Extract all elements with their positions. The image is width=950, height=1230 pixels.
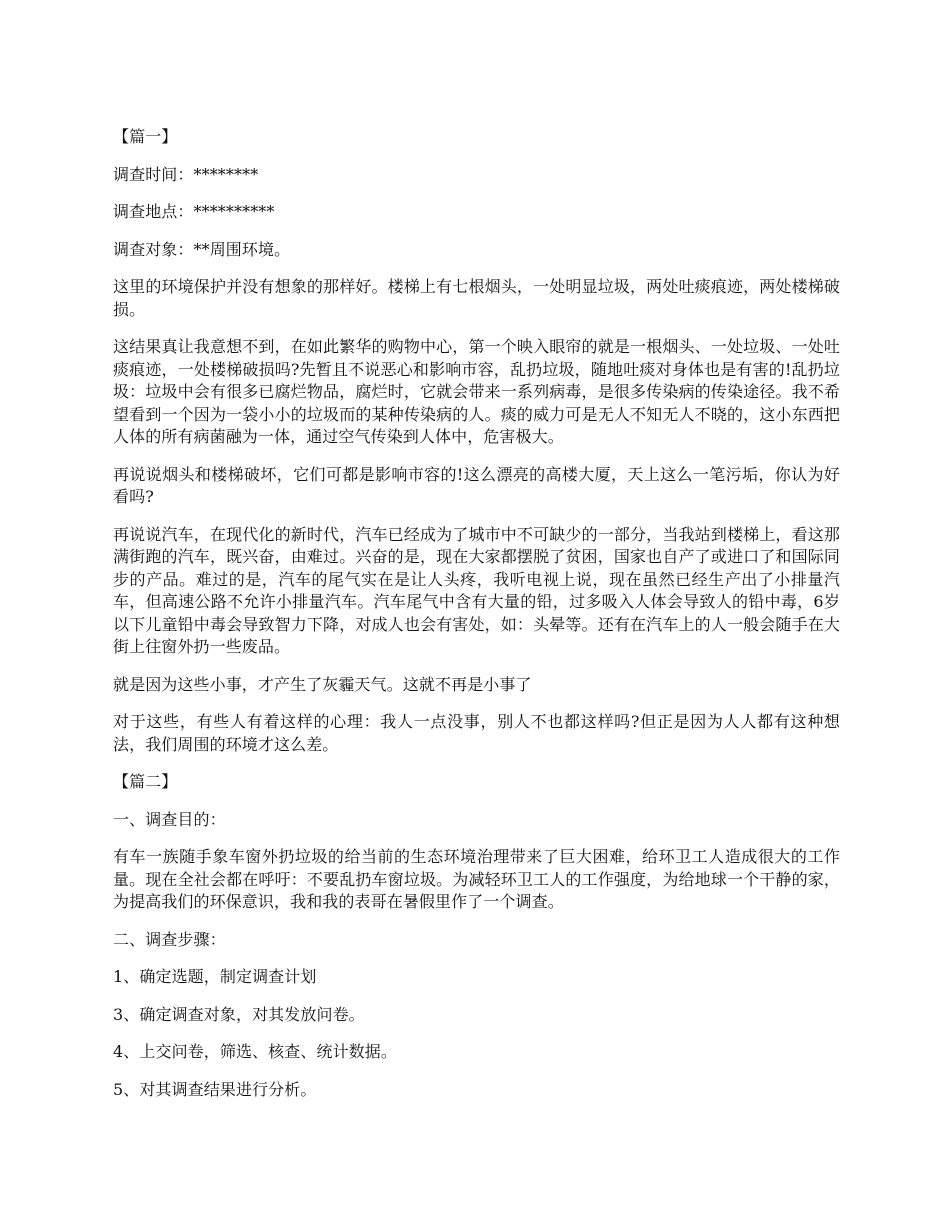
body-paragraph: 就是因为这些小事，才产生了灰霾天气。这就不再是小事了 <box>113 674 532 694</box>
document-page <box>113 126 840 1116</box>
list-item: 4、上交问卷，筛选、核查、统计数据。 <box>113 1042 397 1061</box>
subheading-purpose: 一、调查目的： <box>113 809 226 829</box>
body-paragraph: 这里的环境保护并没有想象的那样好。楼梯上有七根烟头，一处明显垃圾，两处吐痰痕迹，两处楼梯破损。 <box>113 277 840 319</box>
survey-location: 调查地点：********** <box>113 202 275 221</box>
body-paragraph: 再说说烟头和楼梯破坏，它们可都是影响市容的!这么漂亮的高楼大厦，天上这么一笔污垢，你认为好看吗? <box>113 464 840 506</box>
survey-time: 调查时间：******** <box>113 164 259 184</box>
section-heading-1: 【篇一】 <box>113 127 178 146</box>
body-paragraph: 有车一族随手象车窗外扔垃圾的给当前的生态环境治理带来了巨大困难，给环卫工人造成很大的工作量。现在全社会都在呼吁：不要乱扔车窗垃圾。为减轻环卫工人的工作强度，为给地球一个干静的家，为提高我们的环保意识，我和我的表哥在暑假里作了一个调查。 <box>113 847 840 911</box>
subheading-steps: 二、调查步骤： <box>113 929 226 949</box>
survey-subject: 调查对象：**周围环境。 <box>113 239 291 259</box>
body-paragraph: 对于这些，有些人有着这样的心理：我人一点没事，别人不也都这样吗?但正是因为人人都有这种想法，我们周围的环境才这么差。 <box>113 712 840 754</box>
list-item: 5、对其调查结果进行分析。 <box>113 1079 317 1099</box>
section-heading-2: 【篇二】 <box>113 772 178 791</box>
body-paragraph: 这结果真让我意想不到，在如此繁华的购物中心，第一个映入眼帘的就是一根烟头、一处垃圾、一处吐痰痕迹，一处楼梯破损吗?先暂且不说恶心和影响市容，乱扔垃圾，随地吐痰对身体也是有害的!乱扔垃圾：垃圾中会有很多已腐烂物品，腐烂时，它就会带来一系列病毒，是很多传染病的传染途径。我不希望看到一个因为一袋小小的垃圾而的某种传染病的人。痰的威力可是无人不知无人不晓的，这小东西把人体的所有病菌融为一体，通过空气传染到人体中，危害极大。 <box>113 337 840 446</box>
list-item: 3、确定调查对象，对其发放问卷。 <box>113 1004 365 1024</box>
list-item: 1、确定选题，制定调查计划 <box>113 967 317 986</box>
body-paragraph: 再说说汽车，在现代化的新时代，汽车已经成为了城市中不可缺少的一部分，当我站到楼梯上，看这那满街跑的汽车，既兴奋，由难过。兴奋的是，现在大家都摆脱了贫困，国家也自产了或进口了和国际同步的产品。难过的是，汽车的尾气实在是让人头疼，我听电视上说，现在虽然已经生产出了小排量汽车，但高速公路不允许小排量汽车。汽车尾气中含有大量的铅，过多吸入人体会导致人的铅中毒，6岁以下儿童铅中毒会导致智力下降，对成人也会有害处，如：头晕等。还有在汽车上的人一般会随手在大街上往窗外扔一些废品。 <box>113 524 840 656</box>
